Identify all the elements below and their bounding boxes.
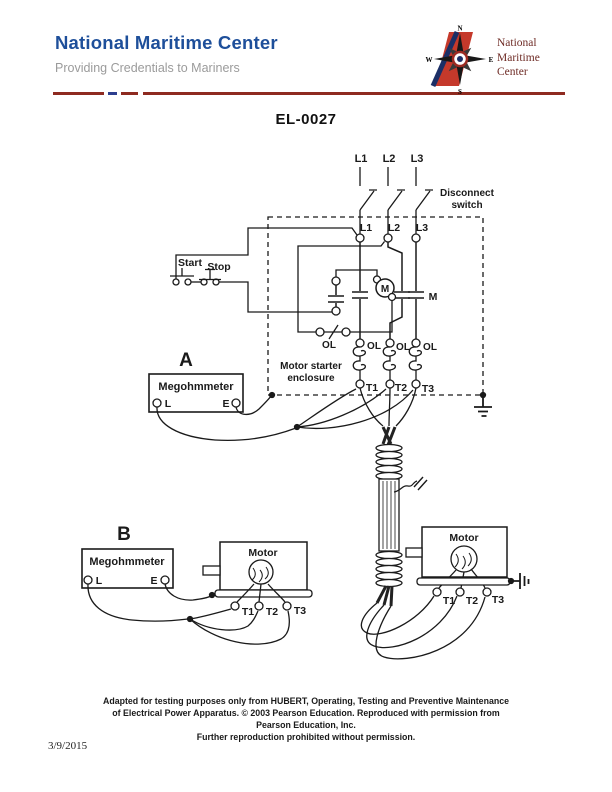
flexible-conduit xyxy=(360,388,485,659)
earth-ground-motor xyxy=(513,573,529,589)
junction-dot xyxy=(210,593,215,598)
start-button-contact xyxy=(173,279,179,285)
aux-contact-m xyxy=(328,285,344,307)
motor-b-base xyxy=(215,590,312,597)
conduit-ring xyxy=(376,445,402,452)
ol-contact-terminal xyxy=(342,328,350,336)
aux-contact-terminal xyxy=(332,277,340,285)
copyright-line: Pearson Education, Inc. xyxy=(256,720,356,730)
copyright-line: of Electrical Power Apparatus. © 2003 Pearson Education. Reproduced with permission from xyxy=(112,708,500,718)
label-supply-l1: L1 xyxy=(354,153,368,165)
conduit-ring xyxy=(376,559,402,566)
label-supply-l3: L3 xyxy=(410,153,424,165)
ol-heater-terminal xyxy=(386,339,394,347)
earth-lead xyxy=(165,584,211,600)
logo-word-line: National xyxy=(497,37,537,49)
disconnect-blade xyxy=(416,190,433,210)
label-disconnect-2: switch xyxy=(451,200,483,211)
label-line-l3: L3 xyxy=(415,222,429,234)
page-title: National Maritime Center xyxy=(55,32,278,53)
label-t1: T1 xyxy=(365,382,379,394)
conduit-ring xyxy=(376,452,402,459)
label-ol-contact: OL xyxy=(322,340,336,351)
junction-dot xyxy=(509,579,514,584)
motor-base xyxy=(417,578,510,585)
copyright-notice xyxy=(0,695,612,743)
terminal-l2 xyxy=(384,234,392,242)
phase-1 xyxy=(352,242,368,339)
label-ol-1: OL xyxy=(367,341,381,352)
compass-e: E xyxy=(488,56,494,64)
terminal-b-e xyxy=(161,576,169,584)
label-megohmmeter-a: Megohmmeter xyxy=(158,381,234,393)
motor-winding xyxy=(451,546,477,572)
compass-s: S xyxy=(458,88,462,96)
label-disconnect-1: Disconnect xyxy=(440,188,494,199)
conduit-pointer-hash xyxy=(414,477,427,490)
motor-b-shaft xyxy=(203,566,220,575)
label-rm-t1: T1 xyxy=(442,595,456,607)
motor-lead xyxy=(361,596,434,634)
label-rm-t2: T2 xyxy=(465,595,479,607)
label-section-a: A xyxy=(179,350,193,371)
motor-shaft xyxy=(406,548,422,557)
cable-bundle-bottom xyxy=(377,586,392,606)
earth-ground-enclosure xyxy=(474,395,492,416)
terminal-b-t3 xyxy=(283,602,291,610)
terminal-t2 xyxy=(386,380,394,388)
power-circuit xyxy=(352,222,438,395)
label-enclosure-1: Motor starter xyxy=(280,361,342,372)
section-b xyxy=(82,524,312,644)
terminal-rm-t3 xyxy=(483,588,491,596)
copyright-line: Adapted for testing purposes only from HUBERT, Operating, Testing and Preventive Maintenance xyxy=(102,696,510,706)
start-button-actuator xyxy=(170,268,194,276)
ol-contact-terminal xyxy=(316,328,324,336)
disconnect-blade xyxy=(388,190,405,210)
label-b-e: E xyxy=(150,575,158,587)
label-motor-b: Motor xyxy=(248,547,278,559)
phase-3 xyxy=(408,242,424,339)
label-rm-t3: T3 xyxy=(491,594,505,606)
label-line-l2: L2 xyxy=(387,222,401,234)
label-t2: T2 xyxy=(394,382,408,394)
label-b-t3: T3 xyxy=(293,605,307,617)
coil-terminal xyxy=(389,294,396,301)
ol-nc-contact xyxy=(324,325,342,339)
label-megohmmeter-b: Megohmmeter xyxy=(89,556,165,568)
label-stop: Stop xyxy=(207,261,231,273)
conduit-ring xyxy=(376,552,402,559)
label-section-b: B xyxy=(117,524,131,545)
label-enclosure-2: enclosure xyxy=(287,373,335,384)
junction-dot xyxy=(270,393,275,398)
label-main-contact-m: M xyxy=(428,291,438,303)
terminal-rm-t2 xyxy=(456,588,464,596)
label-a-l: L xyxy=(164,398,172,410)
conduit-straight-section xyxy=(379,479,399,551)
conduit-ring xyxy=(376,466,402,473)
motor-lead xyxy=(389,388,390,426)
installed-motor xyxy=(406,527,529,607)
document-date: 3/9/2015 xyxy=(48,740,88,752)
label-b-l: L xyxy=(95,575,103,587)
cable-bundle-top xyxy=(383,427,395,445)
ol-heater-coil xyxy=(383,347,395,380)
terminal-l3 xyxy=(412,234,420,242)
label-b-t2: T2 xyxy=(265,606,279,618)
label-motor-right: Motor xyxy=(449,532,479,544)
label-ol-2: OL xyxy=(396,342,410,353)
copyright-line: Further reproduction prohibited without permission. xyxy=(196,732,416,742)
terminal-b-l xyxy=(84,576,92,584)
figure-number: EL-0027 xyxy=(275,111,337,128)
terminal-a-l xyxy=(153,399,161,407)
label-start: Start xyxy=(178,257,202,269)
label-line-l1: L1 xyxy=(359,222,373,234)
label-supply-l2: L2 xyxy=(382,153,396,165)
logo-word-line: Center xyxy=(497,66,528,78)
ol-heater-coil xyxy=(409,347,421,380)
terminal-t1 xyxy=(356,380,364,388)
terminal-t3 xyxy=(412,380,420,388)
logo-word-line: Maritime xyxy=(497,51,540,64)
page-subtitle: Providing Credentials to Mariners xyxy=(55,61,240,75)
terminal-a-e xyxy=(232,399,240,407)
aux-contact-terminal xyxy=(332,307,340,315)
label-ol-3: OL xyxy=(423,342,437,353)
ol-heater-terminal xyxy=(356,339,364,347)
label-b-t1: T1 xyxy=(241,606,255,618)
test-lead xyxy=(190,609,231,619)
start-button-contact xyxy=(185,279,191,285)
terminal-rm-t1 xyxy=(433,588,441,596)
conduit-ring xyxy=(376,580,402,587)
label-coil-m: M xyxy=(380,284,390,295)
ol-heater-terminal xyxy=(412,339,420,347)
terminal-l1 xyxy=(356,234,364,242)
label-a-e: E xyxy=(222,398,230,410)
conduit-ring xyxy=(376,459,402,466)
terminal-b-t2 xyxy=(255,602,263,610)
motor-starter-enclosure xyxy=(268,217,492,416)
test-lead xyxy=(88,584,188,621)
conduit-ring xyxy=(376,573,402,580)
compass-n: N xyxy=(457,24,463,33)
conduit-ring xyxy=(376,566,402,573)
label-t3: T3 xyxy=(421,383,435,395)
ol-heater-coil xyxy=(353,347,365,380)
disconnect-blade xyxy=(360,190,377,210)
compass-w: W xyxy=(425,56,433,64)
terminal-b-t1 xyxy=(231,602,239,610)
control-circuit xyxy=(170,228,396,351)
